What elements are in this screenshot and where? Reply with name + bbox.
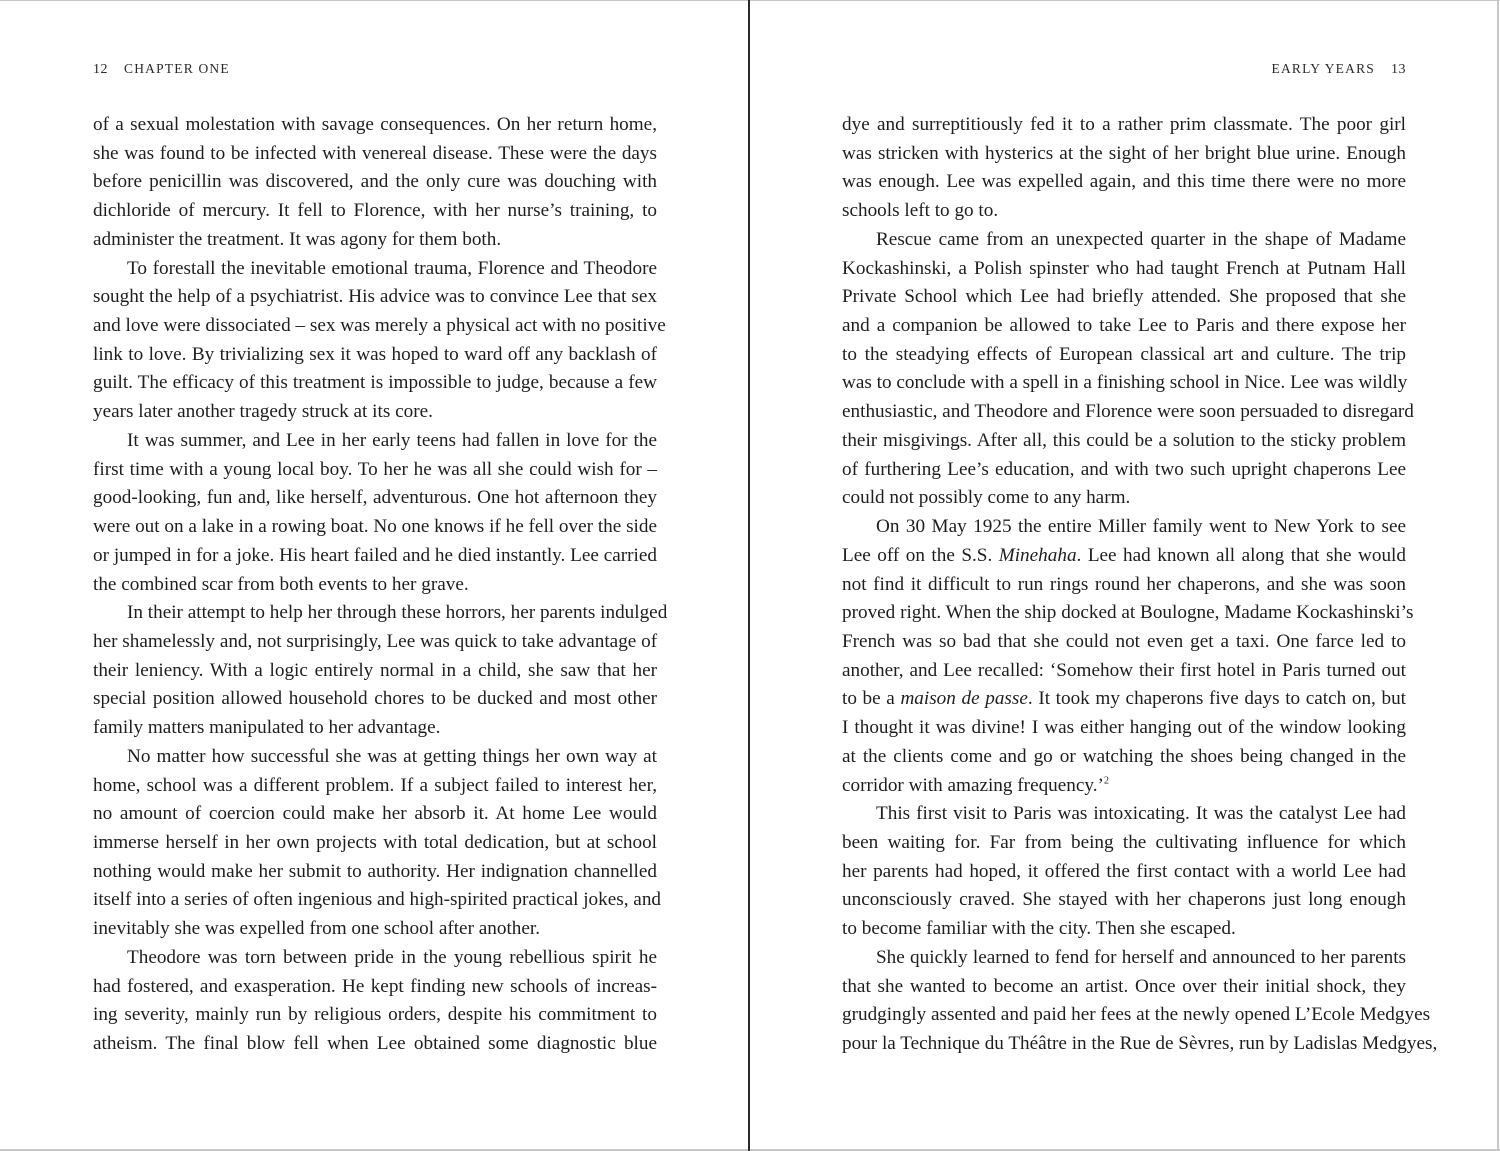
text-run: to be a (842, 688, 901, 710)
text-run: In their attempt to help her through these horrors, her parents indulged (127, 602, 668, 624)
text-run: link to love. By trivializing sex it was hoped to ward off any backlash of (93, 343, 657, 365)
text-run: atheism. The final blow fell when Lee obtained some diagnostic blue (93, 1033, 657, 1054)
text-line (93, 1030, 657, 1059)
text-line (842, 1001, 1431, 1030)
text-line (93, 312, 666, 341)
left-body-text (93, 111, 668, 1059)
text-line (93, 398, 657, 427)
text-run: was stricken with hysterics at the sight of her bright blue urine. Enough (842, 142, 1406, 164)
italic-title: maison de passe (900, 688, 1028, 710)
text-line (842, 111, 1406, 140)
text-run: Kockashinski, a Polish spinster who had taught French at Putnam Hall (842, 257, 1406, 279)
section-title: EARLY YEARS (1271, 61, 1375, 76)
text-run: special position allowed household chores to be ducked and most other (93, 688, 657, 710)
text-line (842, 571, 1406, 600)
text-line (93, 283, 657, 312)
text-run: home, school was a different problem. If a subject failed to interest her, (93, 774, 657, 796)
text-run: family matters manipulated to her advantage. (93, 717, 441, 739)
text-run: of furthering Lee’s education, and with two such upright chaperons Lee (842, 458, 1406, 480)
text-run: was to conclude with a spell in a finishing school in Nice. Lee was wildly (842, 372, 1408, 394)
text-line (93, 226, 657, 255)
text-run: at the clients come and go or watching the shoes being changed in the (842, 745, 1406, 767)
text-line (842, 456, 1406, 485)
text-line (842, 628, 1406, 657)
text-line (842, 829, 1406, 858)
text-run: was enough. Lee was expelled again, and this time there were no more (842, 171, 1406, 193)
text-run: To forestall the inevitable emotional trauma, Florence and Theodore (127, 257, 657, 279)
paragraph-first-line (93, 743, 657, 772)
text-run: no amount of coercion could make her absorb it. At home Lee would (93, 803, 657, 825)
text-run: been waiting for. Far from being the cultivating influence for which (842, 831, 1406, 853)
text-line (842, 685, 1406, 714)
text-line (93, 1001, 657, 1030)
text-line (842, 1030, 1438, 1059)
text-line (842, 772, 1406, 801)
text-line (842, 140, 1406, 169)
right-running-head (1272, 61, 1406, 78)
text-line (842, 369, 1406, 398)
text-line (93, 571, 657, 600)
text-run: This first visit to Paris was intoxicating. It was the catalyst Lee had (876, 803, 1406, 825)
text-line (93, 168, 657, 197)
text-run: dichloride of mercury. It fell to Florence, with her nurse’s training, to (93, 200, 657, 222)
text-run: enthusiastic, and Theodore and Florence were soon persuaded to disregard (842, 401, 1414, 423)
text-run: schools left to go to. (842, 200, 999, 222)
text-line (842, 484, 1406, 513)
text-run: . It took my chaperons five days to catch on, but (1027, 688, 1406, 710)
text-line (842, 168, 1406, 197)
text-run: that she wanted to become an artist. Once over their initial shock, they (842, 975, 1406, 997)
text-run: Private School which Lee had briefly attended. She proposed that she (842, 286, 1406, 308)
text-line (93, 772, 657, 801)
text-run: It was summer, and Lee in her early teens had fallen in love for the (127, 429, 657, 451)
paragraph-first-line (842, 226, 1406, 255)
text-run: administer the treatment. It was agony for them both. (93, 228, 502, 250)
text-run: Rescue came from an unexpected quarter in the shape of Madame (876, 228, 1406, 250)
text-run: and a companion be allowed to take Lee to Paris and there expose her (842, 315, 1406, 337)
text-run: her shamelessly and, not surprisingly, Lee was quick to take advantage of (93, 630, 658, 652)
text-line (842, 398, 1414, 427)
text-run: not find it difficult to run rings round her chaperons, and she was soon (842, 573, 1406, 595)
text-line (842, 283, 1406, 312)
text-run: immerse herself in her own projects with total dedication, but at school (93, 831, 657, 853)
text-run: another, and Lee recalled: ‘Somehow their first hotel in Paris turned out (842, 659, 1406, 681)
text-line (93, 456, 657, 485)
text-run: guilt. The efficacy of this treatment is impossible to judge, because a few (93, 372, 657, 394)
text-run: French was so bad that she could not even get a taxi. One farce led to (842, 630, 1406, 652)
text-run: sought the help of a psychiatrist. His advice was to convince Lee that sex (93, 286, 657, 308)
text-run: nothing would make her submit to authority. Her indignation channelled (93, 860, 657, 882)
text-run: Theodore was torn between pride in the young rebellious spirit he (127, 946, 657, 968)
text-line (93, 915, 657, 944)
text-run: their leniency. With a logic entirely normal in a child, she saw that her (93, 659, 657, 681)
text-run: good-looking, fun and, like herself, adventurous. One hot afternoon they (93, 487, 657, 509)
left-page (0, 0, 748, 1151)
paragraph-first-line (842, 800, 1406, 829)
page-number: 12 (93, 62, 108, 77)
chapter-title: CHAPTER ONE (124, 61, 230, 76)
text-line (93, 111, 657, 140)
text-run: of a sexual molestation with savage consequences. On her return home, (93, 114, 657, 135)
right-page (750, 0, 1497, 1151)
text-run: their misgivings. After all, this could be a solution to the sticky problem (842, 429, 1406, 451)
text-run: proved right. When the ship docked at Boulogne, Madame Kockashinski’s (842, 602, 1414, 624)
text-line (842, 599, 1414, 628)
text-run: corridor with amazing frequency.’ (842, 774, 1104, 796)
text-line (93, 800, 657, 829)
text-run: to the steadying effects of European classical art and culture. The trip (842, 343, 1406, 365)
text-run: inevitably she was expelled from one school after another. (93, 918, 541, 940)
page-number: 13 (1391, 62, 1406, 77)
text-run: On 30 May 1925 the entire Miller family went to New York to see (876, 516, 1406, 538)
paragraph-first-line (93, 599, 668, 628)
text-run: I thought it was divine! I was either hanging out of the window looking (842, 717, 1406, 739)
text-line (842, 197, 1406, 226)
text-line (842, 427, 1406, 456)
scan-border-right (1497, 0, 1499, 1151)
text-run: unconsciously craved. She stayed with her chaperons just long enough (842, 889, 1406, 911)
text-run: grudgingly assented and paid her fees at the newly opened L’Ecole Medgyes (842, 1004, 1431, 1026)
text-run: itself into a series of often ingenious and high-spirited practical jokes, and (93, 889, 662, 911)
text-run: . Lee had known all along that she would (1076, 544, 1406, 566)
text-run: and love were dissociated – sex was merely a physical act with no positive (93, 315, 666, 337)
text-line (842, 886, 1406, 915)
footnote-marker[interactable]: 2 (1103, 775, 1109, 787)
text-line (842, 341, 1406, 370)
text-line (93, 197, 657, 226)
paragraph-first-line (842, 513, 1406, 542)
text-run: to become familiar with the city. Then she escaped. (842, 918, 1236, 940)
text-line (93, 140, 657, 169)
text-line (93, 829, 657, 858)
paragraph-first-line (93, 427, 657, 456)
text-line (842, 915, 1406, 944)
text-run: dye and surreptitiously fed it to a rather prim classmate. The poor girl (842, 114, 1406, 135)
text-run: she was found to be infected with venereal disease. These were the days (93, 142, 657, 164)
text-line (93, 484, 657, 513)
text-run: could not possibly come to any harm. (842, 487, 1131, 509)
text-run: were out on a lake in a rowing boat. No one knows if he fell over the side (93, 516, 657, 538)
text-line (93, 513, 657, 542)
text-line (842, 743, 1406, 772)
text-line (842, 858, 1406, 887)
text-line (93, 369, 657, 398)
text-line (842, 714, 1406, 743)
text-run: or jumped in for a joke. His heart failed and he died instantly. Lee carried (93, 544, 657, 566)
text-run: pour la Technique du Théâtre in the Rue de Sèvres, run by Ladislas Medgyes, (842, 1033, 1438, 1054)
text-run: years later another tragedy struck at its core. (93, 401, 433, 423)
text-run: her parents had hoped, it offered the first contact with a world Lee had (842, 860, 1406, 882)
text-line (842, 542, 1406, 571)
text-run: had fostered, and exasperation. He kept finding new schools of increas- (93, 975, 657, 997)
text-run: before penicillin was discovered, and the only cure was douching with (93, 171, 657, 193)
left-running-head (93, 61, 230, 78)
text-line (93, 714, 657, 743)
paragraph-first-line (93, 255, 657, 284)
text-line (93, 542, 657, 571)
text-line (93, 886, 662, 915)
text-line (842, 255, 1406, 284)
text-line (842, 312, 1406, 341)
text-line (93, 341, 657, 370)
text-run: She quickly learned to fend for herself and announced to her parents (876, 946, 1406, 968)
italic-title: Minehaha (998, 544, 1077, 566)
text-line (93, 973, 657, 1002)
text-run: first time with a young local boy. To her he was all she could wish for – (93, 458, 657, 480)
text-line (842, 973, 1406, 1002)
text-line (93, 858, 657, 887)
paragraph-first-line (93, 944, 657, 973)
text-line (93, 657, 657, 686)
text-line (842, 657, 1406, 686)
text-run: ing severity, mainly run by religious orders, despite his commitment to (93, 1004, 657, 1026)
text-run: No matter how successful she was at getting things her own way at (127, 745, 657, 767)
text-run: Lee off on the S.S. (842, 544, 999, 566)
paragraph-first-line (842, 944, 1406, 973)
text-line (93, 685, 657, 714)
right-body-text (842, 111, 1438, 1059)
text-run: the combined scar from both events to her grave. (93, 573, 469, 595)
text-line (93, 628, 657, 657)
